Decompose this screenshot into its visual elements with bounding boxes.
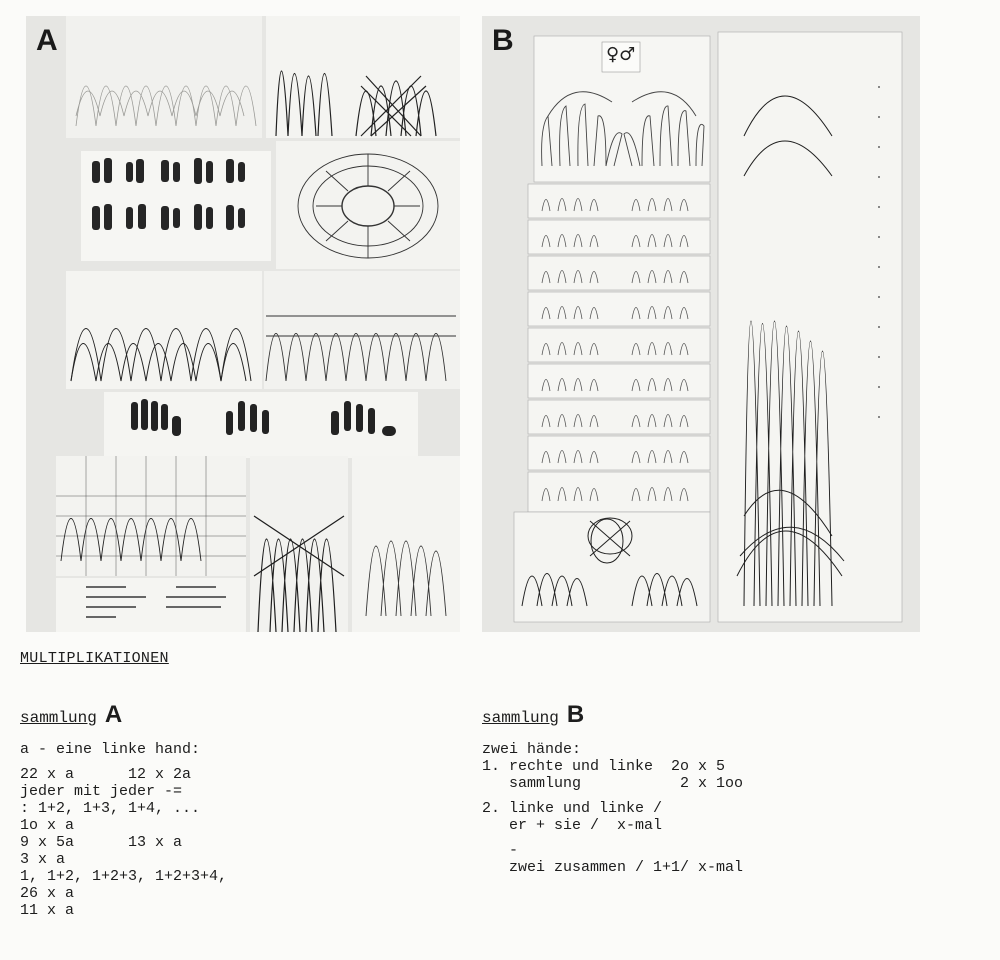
section-b-line: er + sie / x-mal	[482, 817, 663, 834]
section-a-line: 22 x a 12 x 2a	[20, 766, 192, 783]
section-a-line: 9 x 5a 13 x a	[20, 834, 183, 851]
section-a-line: 1, 1+2, 1+2+3, 1+2+3+4,	[20, 868, 228, 885]
plate-a-artwork	[26, 16, 460, 632]
section-b-heading	[482, 701, 922, 728]
section-b	[482, 701, 922, 876]
section-a	[20, 701, 460, 919]
section-a-line: jeder mit jeder -=	[20, 783, 183, 800]
section-b-line: -	[482, 842, 519, 859]
section-a-line: : 1+2, 1+3, 1+4, ...	[20, 800, 201, 817]
section-a-line: 1o x a	[20, 817, 75, 834]
photo-plate-a	[26, 16, 460, 632]
section-b-line: zwei hände:	[482, 741, 582, 758]
section-a-heading-word: sammlung	[20, 709, 97, 727]
photo-plate-b	[482, 16, 920, 632]
page-title: MULTIPLIKATIONEN	[20, 650, 169, 667]
section-b-line: 1. rechte und linke 2o x 5	[482, 758, 726, 775]
plate-a-letter: A	[36, 24, 58, 57]
section-b-heading-letter: B	[566, 701, 585, 728]
section-a-heading-letter: A	[104, 701, 123, 728]
section-b-line: zwei zusammen / 1+1/ x-mal	[482, 859, 744, 876]
gender-symbol: ♀♂	[606, 44, 636, 65]
plate-b-letter: B	[492, 24, 514, 57]
section-a-heading	[20, 701, 460, 728]
section-a-line: 26 x a	[20, 885, 75, 902]
section-b-line: 2. linke und linke /	[482, 800, 663, 817]
section-a-line: a - eine linke hand:	[20, 741, 201, 758]
section-b-line: sammlung 2 x 1oo	[482, 775, 744, 792]
section-a-line: 11 x a	[20, 902, 75, 919]
plate-b-artwork	[482, 16, 920, 632]
section-b-heading-word: sammlung	[482, 709, 559, 727]
section-a-line: 3 x a	[20, 851, 66, 868]
